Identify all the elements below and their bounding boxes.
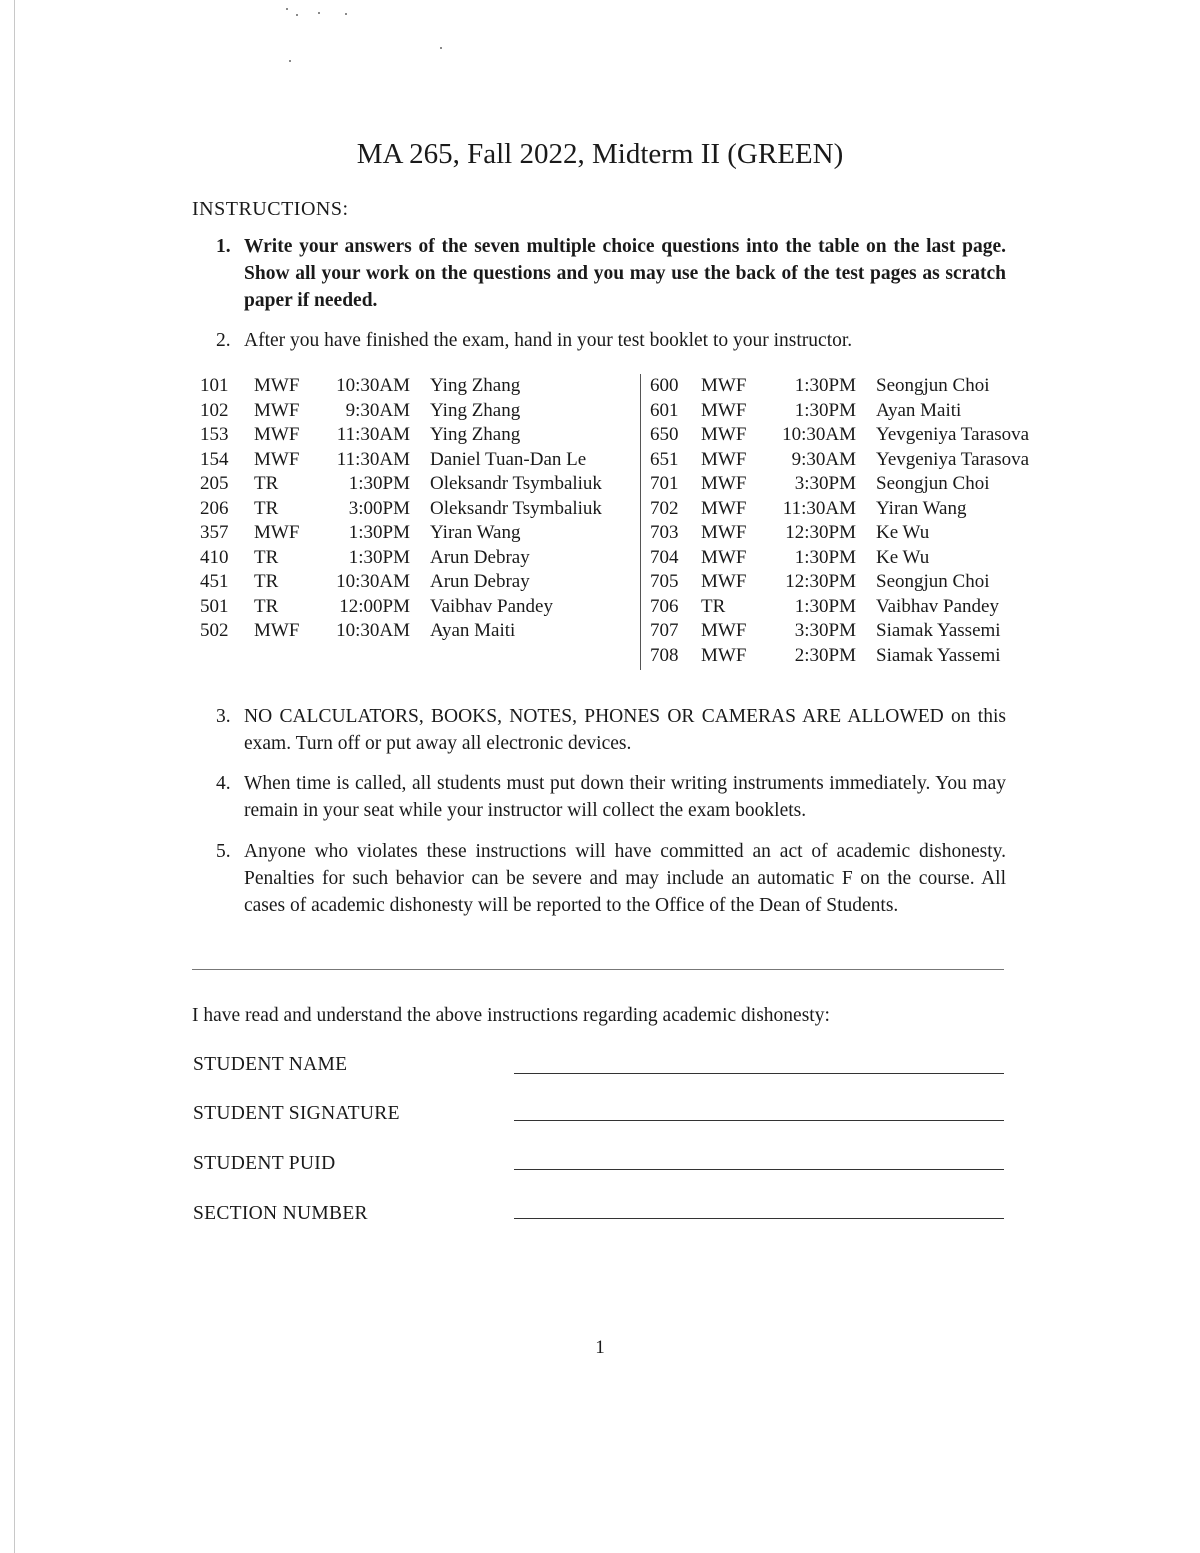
section-time: 9:30AM	[345, 399, 410, 421]
acknowledgement-text: I have read and understand the above instructions regarding academic dishonesty:	[192, 1005, 830, 1026]
instruction-4	[216, 770, 1006, 824]
section-instructor: Seongjun Choi	[876, 473, 990, 494]
section-number: 708	[650, 644, 679, 666]
section-number: 357	[200, 522, 229, 543]
section-days: MWF	[254, 399, 300, 421]
section-days: MWF	[701, 522, 747, 543]
section-number: 502	[200, 620, 229, 641]
section-days: MWF	[254, 424, 300, 445]
page-number: 1	[595, 1337, 605, 1358]
instruction-text: NO CALCULATORS, BOOKS, NOTES, PHONES OR CAMERAS ARE ALLOWED on this exam. Turn off or put away all electronic devices.	[244, 706, 1006, 754]
section-days: MWF	[254, 522, 300, 543]
section-days: MWF	[701, 546, 747, 568]
section-instructor: Seongjun Choi	[876, 375, 990, 396]
section-instructor: Vaibhav Pandey	[430, 595, 553, 617]
section-number: 501	[200, 595, 229, 617]
section-days: TR	[254, 571, 279, 592]
section-number: 703	[650, 522, 679, 543]
section-instructor: Ayan Maiti	[876, 399, 962, 421]
section-number-label: SECTION NUMBER	[193, 1203, 368, 1224]
section-number: 600	[650, 375, 679, 396]
instruction-number: 1.	[216, 236, 231, 257]
instruction-text: Anyone who violates these instructions will have committed an act of academic dishonesty. Penalties for such behavior can be severe and may include an automatic F on the course. All cases of academic dishonesty will be reported to the Office of the Dean of Students.	[244, 841, 1006, 916]
section-number: 451	[200, 571, 229, 592]
section-time: 10:30AM	[336, 375, 410, 396]
section-days: TR	[254, 497, 279, 519]
section-time: 9:30AM	[791, 448, 856, 470]
section-days: MWF	[701, 644, 747, 666]
section-time: 3:00PM	[348, 497, 410, 519]
section-days: TR	[254, 473, 279, 494]
section-days: MWF	[701, 497, 747, 519]
section-days: MWF	[701, 620, 747, 641]
instruction-3	[216, 703, 1006, 757]
section-time: 12:30PM	[785, 522, 856, 543]
section-time: 3:30PM	[794, 620, 856, 641]
section-instructor: Ying Zhang	[430, 399, 521, 421]
section-number: 704	[650, 546, 679, 568]
section-time: 1:30PM	[348, 473, 410, 494]
section-time: 1:30PM	[794, 595, 856, 617]
section-days: MWF	[254, 375, 300, 396]
section-days: MWF	[701, 448, 747, 470]
student-puid-line[interactable]	[514, 1169, 1004, 1170]
section-days: MWF	[701, 399, 747, 421]
section-instructor: Oleksandr Tsymbaliuk	[430, 473, 602, 494]
section-instructor: Yiran Wang	[876, 497, 967, 519]
section-days: MWF	[701, 571, 747, 592]
instruction-number: 3.	[216, 706, 231, 727]
section-time: 11:30AM	[336, 424, 410, 445]
student-name-label: STUDENT NAME	[193, 1054, 348, 1075]
section-time: 1:30PM	[794, 546, 856, 568]
student-signature-line[interactable]	[514, 1120, 1004, 1121]
section-time: 11:30AM	[782, 497, 856, 519]
section-table-divider	[640, 374, 641, 670]
section-time: 2:30PM	[794, 644, 856, 666]
student-puid-label: STUDENT PUID	[193, 1153, 336, 1174]
section-number: 601	[650, 399, 679, 421]
section-number: 102	[200, 399, 229, 421]
instruction-1	[216, 233, 1006, 314]
section-number-line[interactable]	[514, 1218, 1004, 1219]
student-name-line[interactable]	[514, 1073, 1004, 1074]
section-number: 702	[650, 497, 679, 519]
section-days: MWF	[701, 375, 747, 396]
section-instructor: Siamak Yassemi	[876, 620, 1001, 641]
section-time: 11:30AM	[336, 448, 410, 470]
instruction-text: After you have finished the exam, hand in your test booklet to your instructor.	[244, 330, 853, 351]
section-time: 10:30AM	[782, 424, 856, 445]
section-time: 12:30PM	[785, 571, 856, 592]
section-number: 205	[200, 473, 229, 494]
instruction-text: When time is called, all students must put down their writing instruments immediately. You may remain in your seat while your instructor will collect the exam booklets.	[244, 773, 1006, 821]
instruction-number: 5.	[216, 841, 231, 862]
section-instructor: Ayan Maiti	[430, 620, 516, 641]
section-number: 650	[650, 424, 679, 445]
section-number: 154	[200, 448, 229, 470]
section-number: 706	[650, 595, 679, 617]
section-time: 1:30PM	[348, 522, 410, 543]
section-instructor: Daniel Tuan-Dan Le	[430, 448, 587, 470]
exam-title: MA 265, Fall 2022, Midterm II (GREEN)	[356, 138, 844, 170]
section-instructor: Vaibhav Pandey	[876, 595, 999, 617]
section-days: TR	[701, 595, 726, 617]
student-signature-label: STUDENT SIGNATURE	[193, 1103, 400, 1124]
section-days: TR	[254, 546, 279, 568]
section-time: 3:30PM	[794, 473, 856, 494]
section-time: 1:30PM	[348, 546, 410, 568]
instruction-2	[216, 327, 1006, 354]
section-number: 707	[650, 620, 679, 641]
section-number: 701	[650, 473, 679, 494]
section-time: 10:30AM	[336, 571, 410, 592]
section-days: MWF	[701, 473, 747, 494]
section-days: MWF	[254, 448, 300, 470]
divider-rule	[192, 969, 1004, 970]
section-number: 101	[200, 375, 229, 396]
section-number: 153	[200, 424, 229, 445]
section-number: 410	[200, 546, 229, 568]
section-number: 206	[200, 497, 229, 519]
section-time: 1:30PM	[794, 375, 856, 396]
section-instructor: Ying Zhang	[430, 375, 521, 396]
instruction-number: 2.	[216, 330, 231, 351]
section-instructor: Ying Zhang	[430, 424, 521, 445]
section-instructor: Siamak Yassemi	[876, 644, 1001, 666]
section-days: MWF	[254, 620, 300, 641]
section-instructor: Oleksandr Tsymbaliuk	[430, 497, 602, 519]
section-instructor: Yiran Wang	[430, 522, 521, 543]
section-instructor: Yevgeniya Tarasova	[876, 424, 1030, 445]
section-number: 651	[650, 448, 679, 470]
section-instructor: Arun Debray	[430, 546, 530, 568]
instruction-5	[216, 838, 1006, 919]
section-time: 10:30AM	[336, 620, 410, 641]
section-instructor: Ke Wu	[876, 522, 930, 543]
section-instructor: Seongjun Choi	[876, 571, 990, 592]
section-time: 1:30PM	[794, 399, 856, 421]
instruction-number: 4.	[216, 773, 231, 794]
section-number: 705	[650, 571, 679, 592]
instructions-heading: INSTRUCTIONS:	[192, 198, 349, 220]
section-instructor: Ke Wu	[876, 546, 930, 568]
section-time: 12:00PM	[339, 595, 410, 617]
section-days: TR	[254, 595, 279, 617]
section-instructor: Yevgeniya Tarasova	[876, 448, 1030, 470]
section-days: MWF	[701, 424, 747, 445]
section-instructor: Arun Debray	[430, 571, 530, 592]
scan-edge	[14, 0, 15, 1553]
instruction-text: Write your answers of the seven multiple choice questions into the table on the last page. Show all your work on the questions and you may use the back of the test pages as scratch paper if needed.	[244, 236, 1006, 311]
